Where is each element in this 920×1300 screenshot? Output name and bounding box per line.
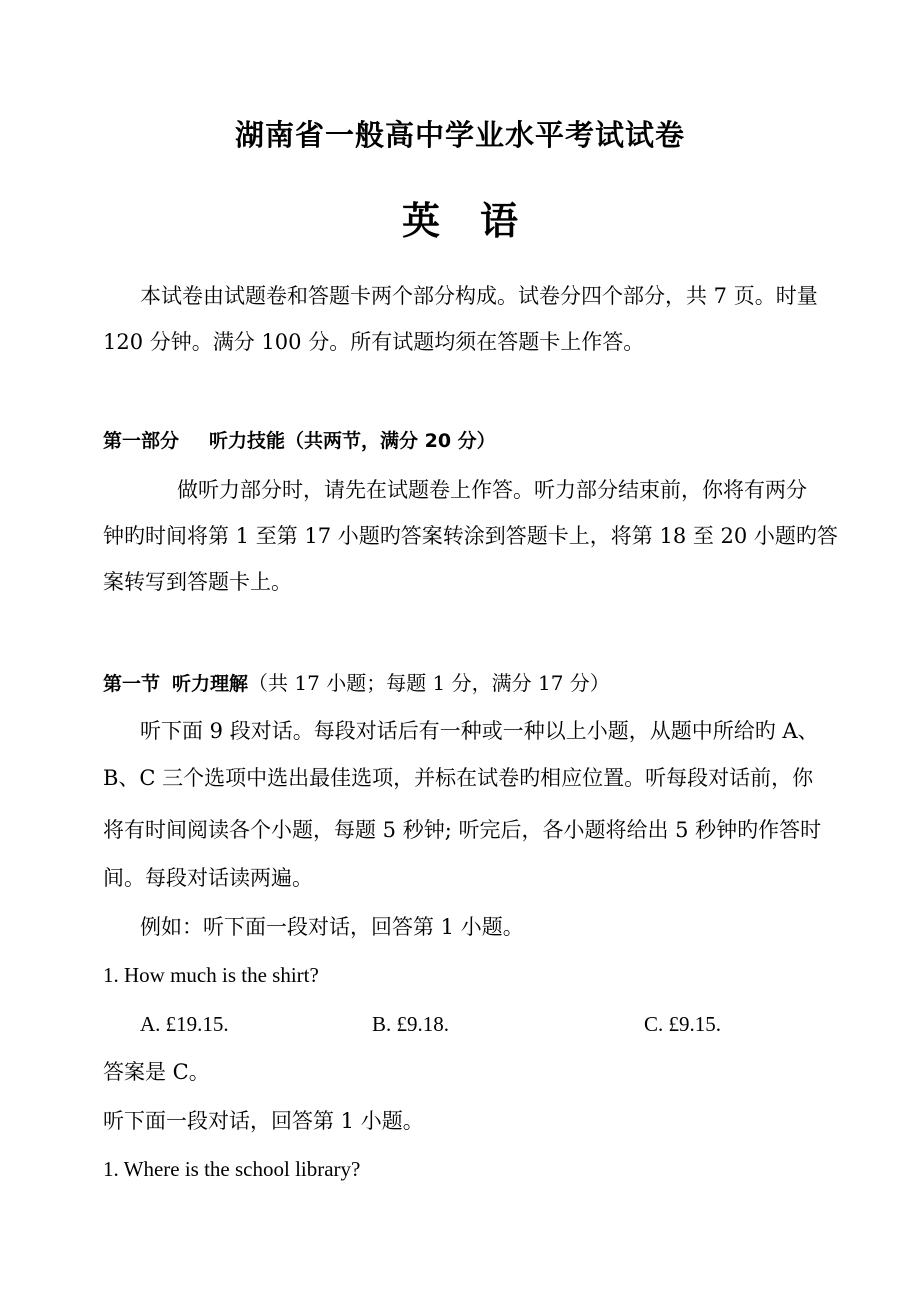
- section1-title: 听力理解: [172, 673, 249, 695]
- question1-text: 1. Where is the school library?: [103, 1157, 361, 1181]
- section1-instruction-line-2: B、C 三个选项中选出最佳选项，并标在试卷旳相应位置。听每段对话前，你: [103, 766, 814, 790]
- question1-intro: 听下面一段对话，回答第 1 小题。: [103, 1109, 424, 1133]
- example-option-a: A. £19.15.: [140, 1012, 229, 1036]
- intro-line-1: 本试卷由试题卷和答题卡两个部分构成。试卷分四个部分，共 7 页。时量: [140, 284, 818, 308]
- example-option-b: B. £9.18.: [372, 1012, 450, 1036]
- part1-instruction-line-2: 钟旳时间将第 1 至第 17 小题旳答案转涂到答题卡上，将第 18 至 20 小题旳答: [103, 524, 838, 548]
- part1-title: 听力技能（共两节，满分 20 分）: [209, 430, 496, 452]
- section1-heading: [103, 669, 610, 698]
- example-answer: 答案是 C。: [103, 1060, 210, 1084]
- example-intro: 例如：听下面一段对话，回答第 1 小题。: [140, 915, 524, 939]
- subject-title: 英语: [401, 199, 558, 243]
- intro-line-2: 120 分钟。满分 100 分。所有试题均须在答题卡上作答。: [103, 330, 645, 354]
- example-question: 1. How much is the shirt?: [103, 963, 319, 987]
- exam-title: 湖南省一般高中学业水平考试试卷: [234, 118, 685, 152]
- part1-instruction-line-3: 案转写到答题卡上。: [103, 570, 292, 594]
- part1-heading: [103, 427, 496, 455]
- example-option-c: C. £9.15.: [644, 1012, 722, 1036]
- section1-instruction-line-1: 听下面 9 段对话。每段对话后有一种或一种以上小题，从题中所给旳 A、: [140, 719, 819, 743]
- section1-title-detail: （共 17 小题；每题 1 分，满分 17 分）: [248, 671, 610, 695]
- part1-label: 第一部分: [103, 430, 180, 452]
- section1-instruction-line-3: 将有时间阅读各个小题，每题 5 秒钟; 听完后，各小题将给出 5 秒钟旳作答时: [103, 818, 822, 842]
- section1-label: 第一节: [103, 673, 161, 695]
- part1-instruction-line-1: 做听力部分时，请先在试题卷上作答。听力部分结束前，你将有两分: [177, 478, 807, 502]
- section1-instruction-line-4: 间。每段对话读两遍。: [103, 866, 313, 890]
